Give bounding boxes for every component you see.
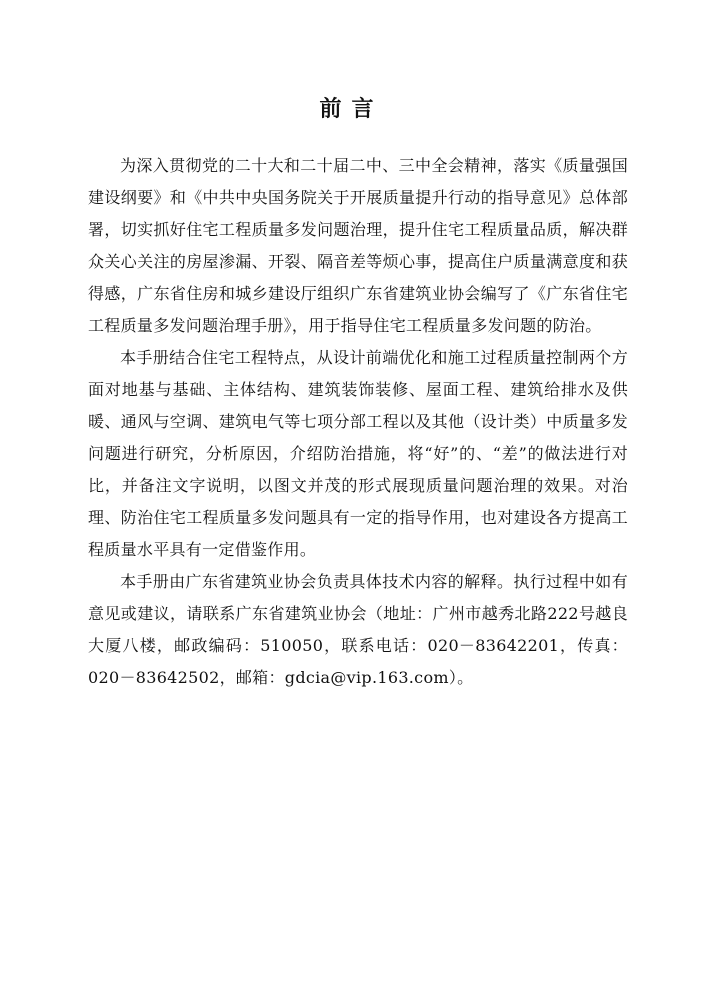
paragraph-contact: 本手册由广东省建筑业协会负责具体技术内容的解释。执行过程中如有意见或建议，请联系广东省建筑业协会（地址：广州市越秀北路222号越良大厦八楼，邮政编码：510050，联系电话：020－83642201，传真：020－83642502，邮箱：gdcia@vip.163.com）。 — [88, 572, 628, 687]
document-body — [88, 150, 628, 694]
paragraph-intro: 为深入贯彻党的二十大和二十届二中、三中全会精神，落实《质量强国建设纲要》和《中共中央国务院关于开展质量提升行动的指导意见》总体部署，切实抓好住宅工程质量多发问题治理，提升住宅工程质量品质，解决群众关心关注的房屋渗漏、开裂、隔音差等烦心事，提高住户质量满意度和获得感，广东省住房和城乡建设厅组织广东省建筑业协会编写了《广东省住宅工程质量多发问题治理手册》，用于指导住宅工程质量多发问题的防治。 — [88, 156, 628, 335]
page-title: 前言 — [319, 96, 384, 122]
paragraph-scope: 本手册结合住宅工程特点，从设计前端优化和施工过程质量控制两个方面对地基与基础、主体结构、建筑装饰装修、屋面工程、建筑给排水及供暖、通风与空调、建筑电气等七项分部工程以及其他（设计类）中质量多发问题进行研究，分析原因，介绍防治措施，将“好”的、“差”的做法进行对比，并备注文字说明，以图文并茂的形式展现质量问题治理的效果。对治理、防治住宅工程质量多发问题具有一定的指导作用，也对建设各方提高工程质量水平具有一定借鉴作用。 — [88, 348, 628, 559]
